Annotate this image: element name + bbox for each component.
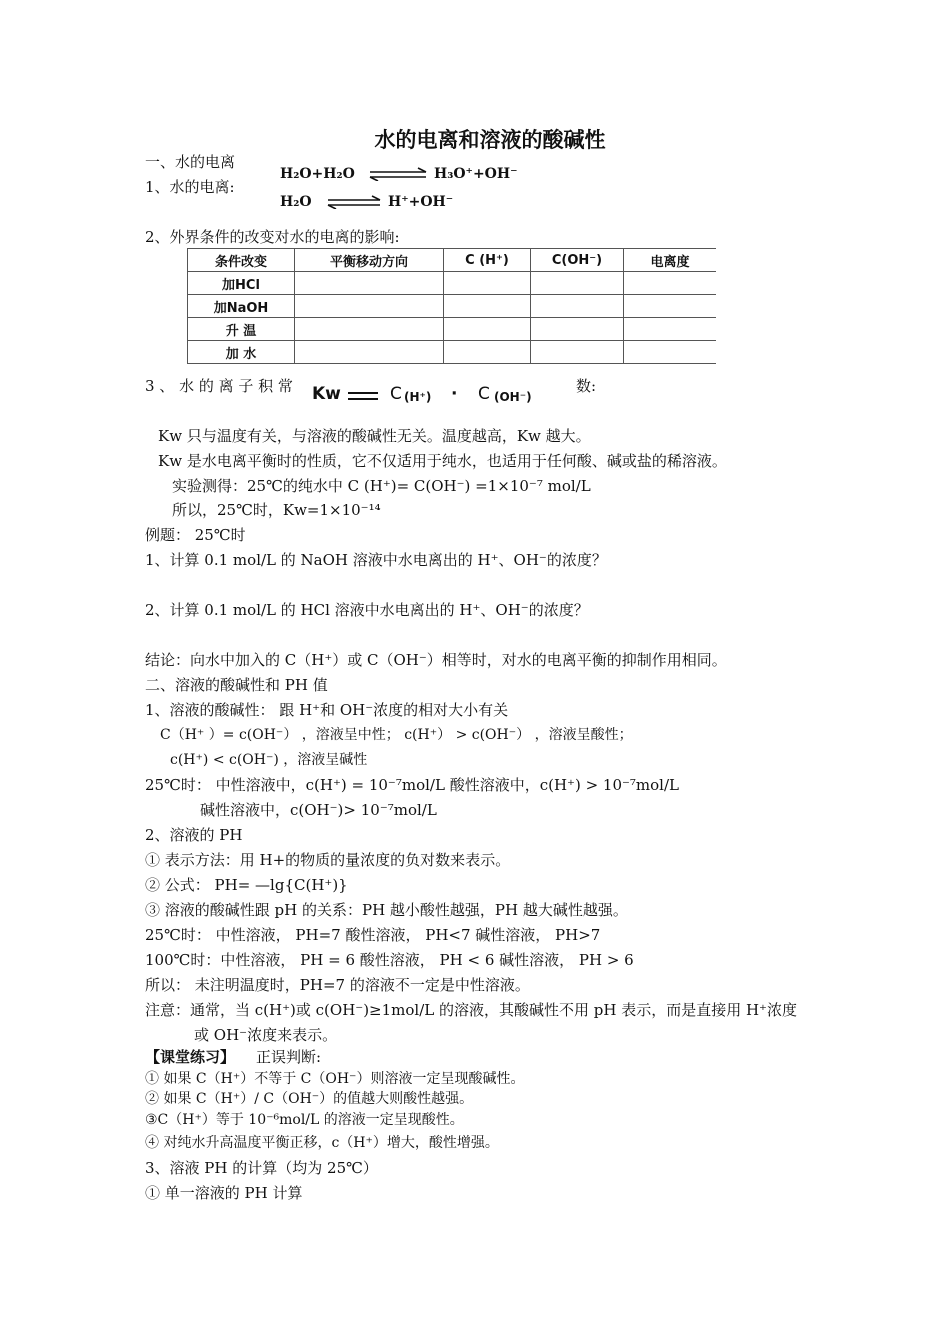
table-row xyxy=(188,295,717,318)
table-cell xyxy=(624,272,717,295)
section2-heading: 二、溶液的酸碱性和 PH 值 xyxy=(145,676,328,694)
eq1-right: H₃O⁺+OH⁻ xyxy=(434,166,518,182)
kw-paragraph: Kw 是水电离平衡时的性质，它不仅适用于纯水，也适用于任何酸、碱或盐的稀溶液。 xyxy=(158,452,727,470)
kw-paragraph: Kw 只与温度有关，与溶液的酸碱性无关。温度越高，Kw 越大。 xyxy=(158,427,591,445)
kw-label: 3 、 水 的 离 子 积 常 xyxy=(145,377,293,395)
section2-line: 100℃时：中性溶液， PH = 6 酸性溶液， PH < 6 碱性溶液， PH > 6 xyxy=(145,951,634,969)
section2-line: 或 OH⁻浓度来表示。 xyxy=(194,1026,338,1044)
table-cell xyxy=(624,318,717,341)
equilibrium-arrow-icon xyxy=(368,167,428,181)
section1-heading: 一、水的电离 xyxy=(145,153,236,171)
section2-line: 碱性溶液中，c(OH⁻)> 10⁻⁷mol/L xyxy=(200,801,437,819)
table-cell xyxy=(624,295,717,318)
section2-line: 2、溶液的 PH xyxy=(145,826,243,844)
table-cell xyxy=(531,272,624,295)
section2-line: 所以： 未注明温度时，PH=7 的溶液不一定是中性溶液。 xyxy=(145,976,530,994)
table-cell xyxy=(531,318,624,341)
page-title: 水的电离和溶液的酸碱性 xyxy=(374,128,606,152)
eq1-left: H₂O+H₂O xyxy=(280,166,355,182)
table-row-label: 加HCl xyxy=(188,272,295,295)
section2-line: ③ 溶液的酸碱性跟 pH 的关系：PH 越小酸性越强，PH 越大碱性越强。 xyxy=(145,901,628,919)
table-row-label: 升 温 xyxy=(188,318,295,341)
table-cell xyxy=(295,318,444,341)
table-row xyxy=(188,272,717,295)
item2-label: 2、外界条件的改变对水的电离的影响: xyxy=(145,228,400,246)
table-header: 电离度 xyxy=(624,249,717,272)
equilibrium-arrow-icon xyxy=(326,195,382,209)
item1-label: 1、水的电离: xyxy=(145,178,235,196)
table-header: 平衡移动方向 xyxy=(295,249,444,272)
practice-item: ① 单一溶液的 PH 计算 xyxy=(145,1184,303,1202)
table-row-label: 加NaOH xyxy=(188,295,295,318)
example-question: 1、计算 0.1 mol/L 的 NaOH 溶液中水电离出的 H⁺、OH⁻的浓度？ xyxy=(145,551,607,569)
practice-item: ① 如果 C（H⁺）不等于 C（OH⁻）则溶液一定呈现酸碱性。 xyxy=(145,1071,525,1087)
table-cell xyxy=(295,295,444,318)
example-question: 2、计算 0.1 mol/L 的 HCl 溶液中水电离出的 H⁺、OH⁻的浓度？ xyxy=(145,601,589,619)
kw-paragraph: 实验测得：25℃的纯水中 C (H⁺)= C(OH⁻) =1×10⁻⁷ mol/L xyxy=(172,477,591,495)
section2-line: 25℃时： 中性溶液中，c(H⁺) = 10⁻⁷mol/L 酸性溶液中，c(H⁺) > 10⁻⁷mol/L xyxy=(145,776,679,794)
practice-item: ③C（H⁺）等于 10⁻⁶mol/L 的溶液一定呈现酸性。 xyxy=(145,1112,464,1128)
table-row-label: 加 水 xyxy=(188,341,295,364)
equals-icon xyxy=(348,391,378,401)
kw-formula-dot: · xyxy=(451,384,458,404)
conclusion: 结论：向水中加入的 C（H⁺）或 C（OH⁻）相等时，对水的电离平衡的抑制作用相同。 xyxy=(145,651,727,669)
table-cell xyxy=(295,341,444,364)
table-cell xyxy=(444,318,531,341)
table-cell xyxy=(444,295,531,318)
kw-formula-c1: C xyxy=(390,384,402,404)
section2-line: ① 表示方法：用 H+的物质的量浓度的负对数来表示。 xyxy=(145,851,511,869)
section2-line: 注意：通常，当 c(H⁺)或 c(OH⁻)≥1mol/L 的溶液，其酸碱性不用 pH 表示，而是直接用 H⁺浓度 xyxy=(145,1001,797,1019)
eq2-right: H⁺+OH⁻ xyxy=(388,194,454,210)
table-cell xyxy=(531,295,624,318)
kw-paragraph: 所以，25℃时，Kw=1×10⁻¹⁴ xyxy=(172,501,381,519)
table-row xyxy=(188,318,717,341)
eq2-left: H₂O xyxy=(280,194,312,210)
kw-formula-oh: (OH⁻) xyxy=(494,390,532,404)
section2-line: C（H⁺ ）= c(OH⁻） ，溶液呈中性； c(H⁺） > c(OH⁻） ，溶液呈酸性； xyxy=(160,727,633,743)
table-header-row xyxy=(188,249,717,272)
practice-item: ② 如果 C（H⁺）/ C（OH⁻）的值越大则酸性越强。 xyxy=(145,1091,474,1107)
table-cell xyxy=(624,341,717,364)
practice-item: 3、溶液 PH 的计算（均为 25℃） xyxy=(145,1159,378,1177)
kw-formula-c2: C xyxy=(478,384,490,404)
table-header: C(OH⁻) xyxy=(531,249,624,272)
section2-line: 1、溶液的酸碱性： 跟 H⁺和 OH⁻浓度的相对大小有关 xyxy=(145,701,509,719)
section2-line: 25℃时： 中性溶液， PH=7 酸性溶液， PH<7 碱性溶液， PH>7 xyxy=(145,926,601,944)
practice-subheading: 正误判断: xyxy=(256,1048,322,1066)
table-row xyxy=(188,341,717,364)
examples-heading: 例题： 25℃时 xyxy=(145,526,246,544)
table-cell xyxy=(444,341,531,364)
kw-formula-kw: Kw xyxy=(312,384,341,404)
practice-item: ④ 对纯水升高温度平衡正移，c（H⁺）增大，酸性增强。 xyxy=(145,1135,499,1151)
table-cell xyxy=(531,341,624,364)
kw-label-end: 数: xyxy=(576,377,597,395)
conditions-table xyxy=(187,248,716,364)
table-header: 条件改变 xyxy=(188,249,295,272)
practice-heading: 【课堂练习】 xyxy=(145,1048,236,1066)
section2-line: ② 公式： PH= —lg{C(H⁺)} xyxy=(145,876,348,894)
kw-formula-h: (H⁺) xyxy=(404,390,432,404)
table-cell xyxy=(444,272,531,295)
table-header: C (H⁺) xyxy=(444,249,531,272)
section2-line: c(H⁺) < c(OH⁻) ，溶液呈碱性 xyxy=(170,752,368,768)
table-cell xyxy=(295,272,444,295)
